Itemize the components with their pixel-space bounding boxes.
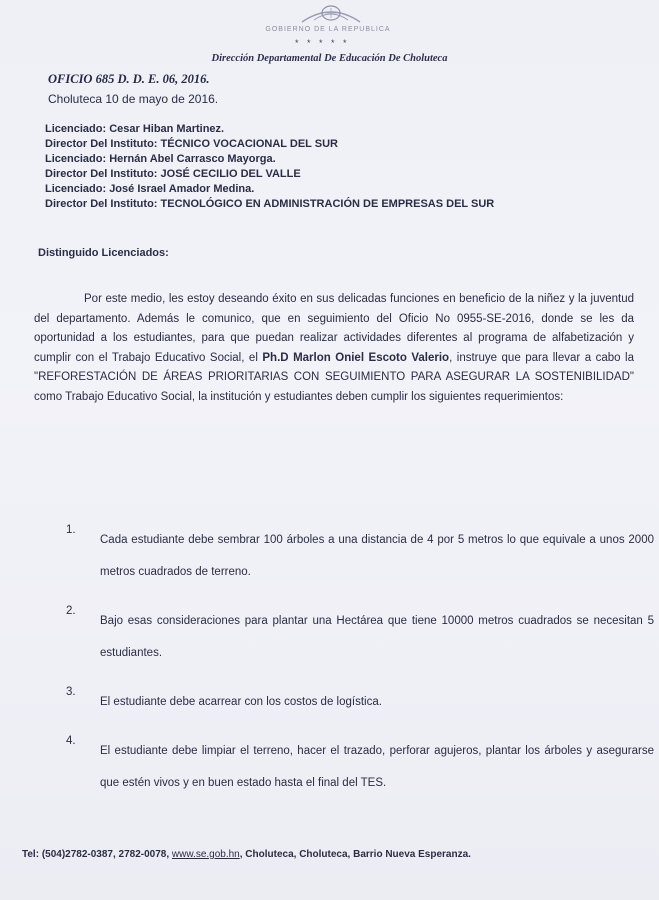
department-heading: Dirección Departamental De Educación De Choluteca bbox=[211, 53, 448, 64]
footer-address: , Choluteca, Choluteca, Barrio Nueva Esperanza. bbox=[239, 849, 471, 860]
official-name: Ph.D Marlon Oniel Escoto Valerio bbox=[262, 351, 450, 364]
letter-body bbox=[34, 290, 634, 408]
contact-footer bbox=[22, 849, 471, 860]
government-seal-icon bbox=[292, 0, 370, 26]
requirements-list bbox=[66, 524, 654, 816]
letter-date: Choluteca 10 de mayo de 2016. bbox=[48, 92, 219, 106]
recipient-line: Director Del Instituto: TECNOLÓGICO EN ADMINISTRACIÓN DE EMPRESAS DEL SUR bbox=[45, 197, 495, 210]
list-item: 2. Bajo esas consideraciones para plantar una Hectárea que tiene 10000 metros cuadrados se necesitan 5 estudiantes. bbox=[66, 605, 654, 659]
recipient-line: Director Del Instituto: TÉCNICO VOCACIONAL DEL SUR bbox=[45, 137, 338, 150]
recipients-block bbox=[45, 122, 494, 211]
recipient-line: Licenciado: José Israel Amador Medina. bbox=[45, 182, 255, 195]
footer-phone: Tel: (504)2782-0387, 2782-0078, bbox=[22, 849, 170, 860]
list-item: 3. El estudiante debe acarrear con los costos de logística. bbox=[66, 686, 382, 708]
recipient-line: Licenciado: Cesar Hiban Martinez. bbox=[45, 123, 225, 135]
website-link[interactable]: www.se.gob.hn bbox=[171, 849, 240, 860]
list-item: 4. El estudiante debe limpiar el terreno, hacer el trazado, perforar agujeros, plantar los árboles y asegurarse que estén vivos y en buen estado hasta el final del TES. bbox=[66, 735, 654, 789]
recipient-line: Director Del Instituto: JOSÉ CECILIO DEL VALLE bbox=[45, 167, 301, 180]
seal-caption: GOBIERNO DE LA REPUBLICA bbox=[265, 26, 391, 33]
greeting: Distinguido Licenciados: bbox=[38, 247, 169, 259]
stars-decoration: * * * * * bbox=[295, 38, 350, 48]
list-item: 1. Cada estudiante debe sembrar 100 árboles a una distancia de 4 por 5 metros lo que equivale a unos 2000 metros cuadrados de terreno. bbox=[66, 524, 654, 578]
recipient-line: Licenciado: Hernán Abel Carrasco Mayorga. bbox=[45, 152, 276, 165]
reference-number: OFICIO 685 D. D. E. 06, 2016. bbox=[48, 72, 210, 86]
body-paragraph: Por este medio, les estoy deseando éxito en sus delicadas funciones en beneficio de la niñez y la juventud del departamento. Además le comunico, que en seguimiento del Oficio No 0955-SE-2016, donde se les da oportunidad a los estudiantes, para que puedan realizar actividades diferentes al programa de alfabetización y cumplir con el Trabajo Educativo Social, el Ph.D Marlon Oniel Escoto Valerio, instruye que para llevar a cabo la "REFORESTACIÓN DE ÁREAS PRIORITARIAS CON SEGUIMIENTO PARA ASEGURAR LA SOSTENIBILIDAD" como Trabajo Educativo Social, la institución y estudiantes deben cumplir los siguientes requerimientos: bbox=[34, 293, 635, 403]
